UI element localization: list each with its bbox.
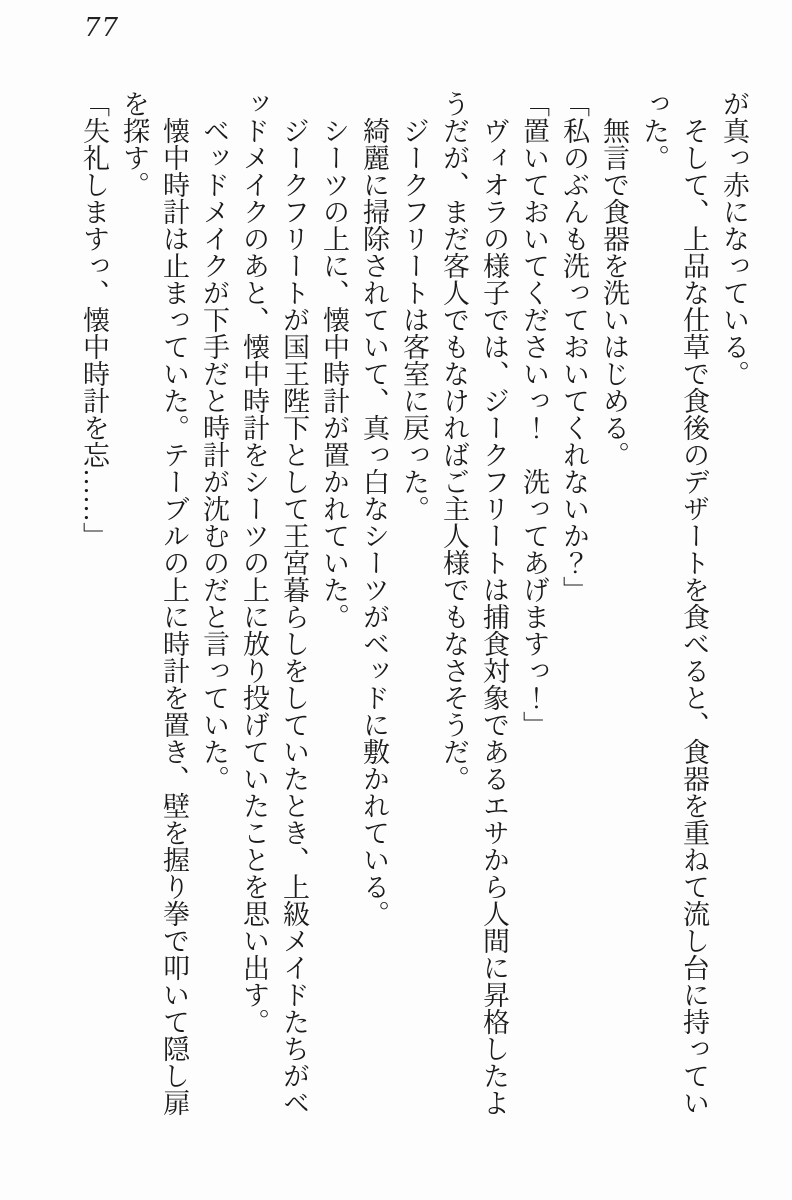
paragraph: ジークフリートは客室に戻った。 — [399, 90, 429, 522]
paragraph: シーツの上に、懐中時計が置かれていた。 — [319, 90, 349, 630]
paragraph: ベッドメイクが下手だと時計が沈むのだと言っていた。 — [199, 90, 229, 792]
paragraph: が真っ赤になっている。 — [719, 90, 749, 387]
paragraph: 懐中時計は止まっていた。テーブルの上に時計を置き、壁を握り拳で叩いて隠し扉を探す。 — [119, 90, 189, 1116]
paragraph: 「失礼しますっ、懐中時計を忘……」 — [79, 90, 109, 549]
paragraph: ヴィオラの様子では、ジークフリートは捕食対象であるエサから人間に昇格したようだが、まだ客人でもなければご主人様でもなさそうだ。 — [439, 90, 509, 1116]
page-number: 77 — [84, 13, 120, 43]
vertical-text-block — [74, 90, 754, 1117]
paragraph: そして、上品な仕草で食後のデザートを食べると、食器を重ねて流し台に持っていった。 — [639, 90, 709, 1116]
paragraph: 無言で食器を洗いはじめる。 — [599, 90, 629, 468]
paragraph: 「私のぶんも洗っておいてくれないか？」 — [559, 90, 589, 603]
paragraph: 「置いておいてくださいっ！ 洗ってあげますっ！」 — [519, 90, 549, 738]
paragraph: 綺麗に掃除されていて、真っ白なシーツがベッドに敷かれている。 — [359, 90, 389, 927]
paragraph: ジークフリートが国王陛下として王宮暮らしをしていたとき、上級メイドたちがベッドメイクのあと、懐中時計をシーツの上に放り投げていたことを思い出す。 — [239, 90, 309, 1116]
